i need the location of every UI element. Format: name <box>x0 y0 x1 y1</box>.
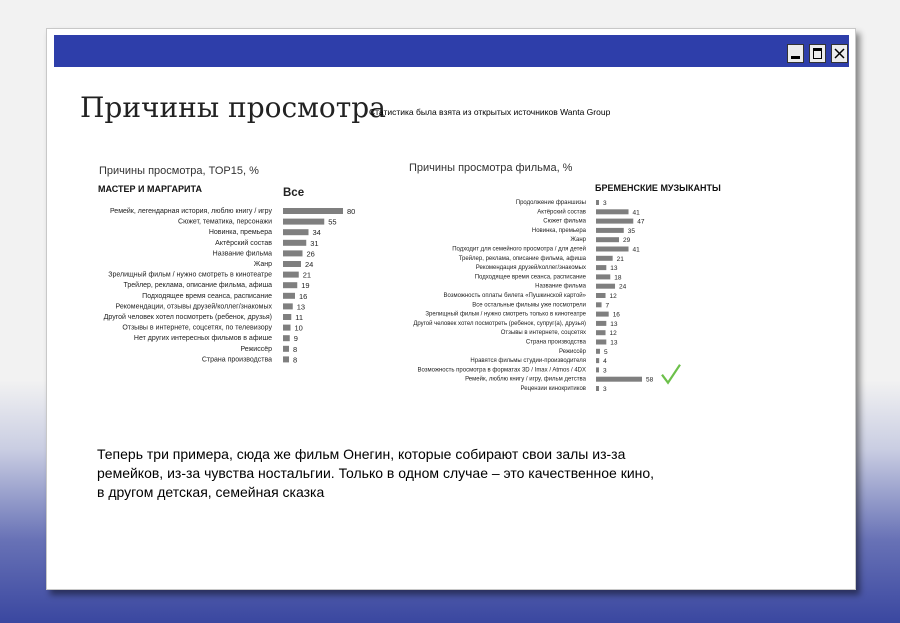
chart2-value-label: 3 <box>603 386 607 393</box>
chart2-bar <box>596 265 606 270</box>
chart1-category-label: Подходящее время сеанса, расписание <box>142 292 272 300</box>
chart1-category-label: Другой человек хотел посмотреть (ребенок, друзья) <box>103 314 272 321</box>
chart2-value-label: 7 <box>605 302 610 310</box>
chart2-bar <box>596 228 624 233</box>
chart2-bar <box>596 349 600 354</box>
chart2-value-label: 13 <box>610 339 618 347</box>
chart2-category-label: Рецензии кинокритиков <box>520 386 586 392</box>
source-note: Статистика была взята из открытых источников Wanta Group <box>369 107 611 117</box>
chart2-bar <box>596 209 629 214</box>
chart1-category-label: Актёрский состав <box>215 239 272 247</box>
chart1-series-label: Все <box>283 187 305 199</box>
chart1-value-label: 8 <box>293 355 298 365</box>
chart1-value-label: 80 <box>347 207 356 216</box>
chart2-category-label: Ремейк, люблю книгу / игру, фильм детства <box>465 376 586 383</box>
chart2-category-label: Зрелищный фильм / нужно смотреть только в кинотеатре <box>425 311 586 318</box>
chart1-value-label: 26 <box>306 249 315 259</box>
chart1-category-label: Режиссёр <box>240 345 272 353</box>
chart2-value-label: 21 <box>616 255 624 263</box>
chart2-bar-chart <box>47 29 855 589</box>
chart2-bar <box>596 200 599 205</box>
chart2-bar <box>596 367 599 372</box>
chart1-value-label: 11 <box>295 313 304 322</box>
chart2-bar <box>596 274 610 279</box>
chart2-category-label: Нравятся фильмы студии-производителя <box>470 358 586 365</box>
chart2-bar <box>596 321 606 326</box>
chart1-category-label: Сюжет, тематика, персонажи <box>178 218 272 226</box>
chart1-category-label: Зрелищный фильм / нужно смотреть в кинотеатре <box>108 271 272 279</box>
chart1-category-label: Жанр <box>253 261 272 268</box>
chart2-category-label: Все остальные фильмы уже посмотрели <box>472 302 586 309</box>
chart1-category-label: Рекомендации, отзывы друзей/коллег/знакомых <box>115 303 272 311</box>
chart2-category-label: Сюжет фильма <box>543 218 586 225</box>
chart1-title: Причины просмотра, ТОР15, % <box>99 165 259 177</box>
chart2-bar <box>596 386 599 391</box>
chart2-value-label: 3 <box>603 200 607 207</box>
chart2-bar <box>596 219 633 224</box>
slide-title: Причины просмотра <box>80 91 386 124</box>
chart2-value-label: 4 <box>603 358 607 366</box>
chart2-value-label: 12 <box>609 330 617 338</box>
chart2-bar <box>596 377 642 382</box>
chart2-category-label: Жанр <box>570 237 586 244</box>
chart1-category-label: Отзывы в интернете, соцсетях, по телевизору <box>122 324 272 332</box>
chart2-category-label: Актёрский состав <box>537 209 586 216</box>
chart2-category-label: Название фильма <box>535 283 586 290</box>
chart2-bar <box>596 237 619 242</box>
chart1-value-label: 55 <box>328 217 337 227</box>
chart2-value-label: 13 <box>610 265 618 273</box>
chart2-category-label: Другой человек хотел посмотреть (ребенок, супруг(а), друзья) <box>413 320 586 327</box>
chart2-bar <box>596 330 606 335</box>
chart2-category-label: Возможность просмотра в форматах 3D / Imax / Atmos / 4DX <box>417 367 586 374</box>
chart1-category-label: Трейлер, реклама, описание фильма, афиша <box>123 282 272 290</box>
chart2-category-label: Подходящее время сеанса, расписание <box>474 274 586 281</box>
chart2-value-label: 41 <box>632 246 640 254</box>
chart2-bar <box>596 247 629 252</box>
chart2-value-label: 29 <box>623 237 631 245</box>
chart1-value-label: 19 <box>301 281 310 291</box>
chart2-value-label: 12 <box>609 293 617 300</box>
chart2-category-label: Продолжение франшизы <box>515 200 586 206</box>
chart2-category-label: Отзывы в интернете, соцсетях <box>500 330 586 337</box>
chart1-value-label: 31 <box>310 238 319 248</box>
chart2-value-label: 47 <box>637 218 645 226</box>
chart1-value-label: 34 <box>312 228 321 238</box>
chart2-category-label: Рекомендация друзей/коллег/знакомых <box>475 265 586 272</box>
chart2-category-label: Страна производства <box>525 339 586 346</box>
chart2-value-label: 41 <box>632 209 640 217</box>
chart2-bar <box>596 302 602 307</box>
chart2-value-label: 24 <box>619 283 627 291</box>
chart1-category-label: Название фильма <box>212 250 272 258</box>
chart2-value-label: 35 <box>627 227 635 235</box>
chart2-category-label: Возможность оплаты билета «Пушкинской картой» <box>443 293 586 299</box>
chart1-value-label: 16 <box>299 291 308 301</box>
chart1-value-label: 8 <box>293 344 298 354</box>
chart2-bar <box>596 284 615 289</box>
chart2-value-label: 18 <box>614 274 622 282</box>
slide-body-text: Теперь три примера, сюда же фильм Онегин, которые собирают свои залы из-за ремейков, из-за чувства ностальгии. Только в одном случае – это качественное кино, в другом детская, семейная сказка <box>97 446 655 500</box>
chart1-category-label: Нет других интересных фильмов в афише <box>133 335 272 343</box>
chart2-category-label: Режиссёр <box>558 348 586 355</box>
chart1-category-label: Ремейк, легендарная история, люблю книгу / игру <box>109 208 272 215</box>
chart2-bar <box>596 340 606 345</box>
chart1-value-label: 9 <box>293 334 298 344</box>
chart1-subtitle: МАСТЕР И МАРГАРИТА <box>98 184 202 194</box>
chart2-bar <box>596 256 613 261</box>
chart1-category-label: Новинка, премьера <box>208 229 272 237</box>
chart2-bar <box>596 312 609 317</box>
chart2-title: Причины просмотра фильма, % <box>409 162 573 174</box>
chart2-value-label: 5 <box>603 348 608 356</box>
chart2-bar <box>596 293 606 298</box>
chart1-category-label: Страна производства <box>201 356 272 364</box>
chart1-value-label: 24 <box>305 260 314 269</box>
chart2-value-label: 16 <box>612 311 620 319</box>
chart2-category-label: Трейлер, реклама, описание фильма, афиша <box>458 255 586 262</box>
chart2-value-label: 58 <box>646 376 654 384</box>
checkmark-icon <box>662 365 680 383</box>
chart2-category-label: Новинка, премьера <box>531 227 586 234</box>
presentation-window <box>46 28 856 590</box>
chart2-category-label: Подходит для семейного просмотра / для детей <box>452 246 586 253</box>
chart2-subtitle: БРЕМЕНСКИЕ МУЗЫКАНТЫ <box>595 183 721 193</box>
chart2-value-label: 13 <box>610 320 618 328</box>
chart1-value-label: 10 <box>294 323 303 333</box>
chart2-bar <box>596 358 599 363</box>
chart1-value-label: 21 <box>302 270 312 280</box>
chart1-value-label: 13 <box>296 302 306 312</box>
chart2-value-label: 3 <box>603 367 607 375</box>
